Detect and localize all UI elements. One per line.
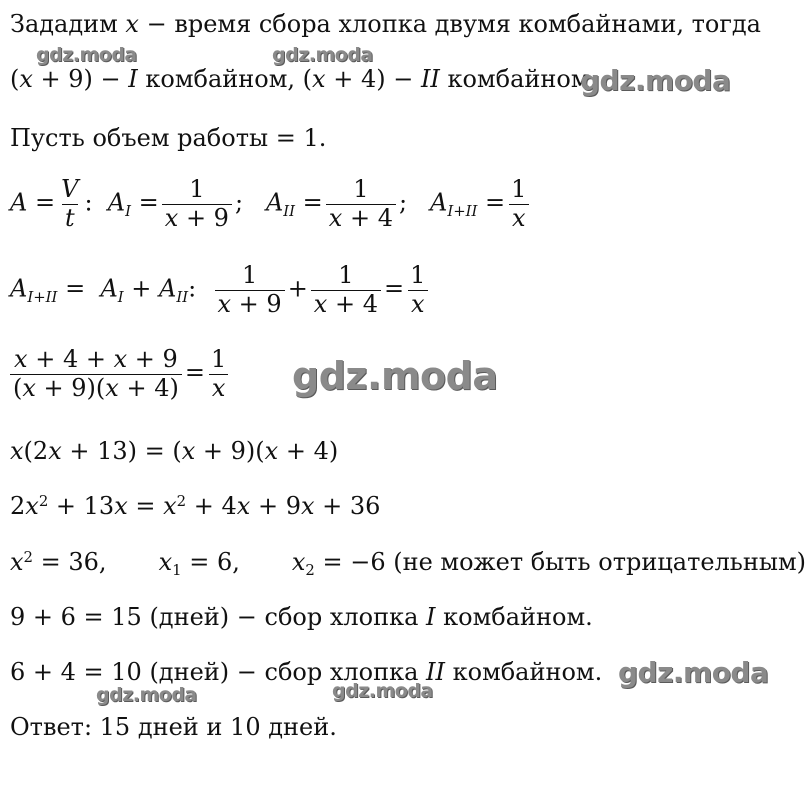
watermark-logo: gdz.moda xyxy=(332,680,433,702)
answer-2-tail: комбайном. xyxy=(444,658,603,686)
watermark-logo: gdz.moda xyxy=(36,44,137,66)
roots-line: $x^2 = 36$, $x_1 = 6$, $x_2 = -6$ (не может быть отрицательным) xyxy=(10,547,807,580)
watermark-logo: gdz.moda xyxy=(272,44,373,66)
intro-text-start: Зададим xyxy=(10,10,126,38)
negative-note: (не может быть отрицательным) xyxy=(393,548,807,576)
intro-line-1: Зададим x − время сбора хлопка двумя комбайнами, тогда xyxy=(10,10,761,38)
fraction-a1: $\frac{1}{x + 9}$ xyxy=(162,176,232,232)
answer-1-tail: комбайном. xyxy=(435,603,593,631)
final-answer: Ответ: 15 дней и 10 дней. xyxy=(10,713,337,741)
watermark-logo: gdz.moda xyxy=(292,354,498,398)
watermark-logo: gdz.moda xyxy=(580,64,731,97)
combined-fraction-equation: $\frac{x + 4 + x + 9}{(x + 9)(x + 4)}$ = $\frac{1}{x}$ xyxy=(10,346,232,402)
komb-text-2: комбайном. xyxy=(439,65,598,93)
answer-2-text: 6 + 4 = 10 (дней) − сбор хлопка xyxy=(10,658,427,686)
productivity-formulas: A = $\frac{V}{t}$ : $A_I$ = $\frac{1}{x + 9}$ ; $A_{II}$ = $\frac{1}{x + 4}$ ; $A_{I+II}$ = $\frac{1}{x}$ xyxy=(10,176,532,232)
answer-line-2: 6 + 4 = 10 (дней) − сбор хлопка II комбайном. xyxy=(10,658,603,686)
komb-text-1: комбайном, xyxy=(137,65,303,93)
equation-line-4: $2x^2 + 13x = x^2 + 4x + 9x + 36$ xyxy=(10,491,381,520)
fraction-sum-1: $\frac{1}{x + 9}$ xyxy=(215,262,285,318)
fraction-a12: $\frac{1}{x}$ xyxy=(508,176,529,232)
watermark-logo: gdz.moda xyxy=(618,656,769,689)
fraction-a2: $\frac{1}{x + 4}$ xyxy=(326,176,396,232)
work-volume-line: Пусть объем работы = 1. xyxy=(10,124,327,152)
fraction-combined-rhs: $\frac{1}{x}$ xyxy=(208,346,229,402)
intro-text-end: − время сбора хлопка двумя комбайнами, тогда xyxy=(138,10,761,38)
equation-line-3: x(2x + 13) = (x + 9)(x + 4) xyxy=(10,437,339,465)
answer-line-1: 9 + 6 = 15 (дней) − сбор хлопка I комбайном. xyxy=(10,603,593,631)
answer-1-text: 9 + 6 = 15 (дней) − сбор хлопка xyxy=(10,603,427,631)
intro-line-2: (x + 9) − I комбайном, (x + 4) − II комбайном. xyxy=(10,65,598,93)
watermark-logo: gdz.moda xyxy=(96,684,197,706)
fraction-sum-2: $\frac{1}{x + 4}$ xyxy=(311,262,381,318)
fraction-v-t: $\frac{V}{t}$ xyxy=(61,175,79,232)
sum-equation: $A_{I+II} = A_I + A_{II}$: $\frac{1}{x + 9}$ + $\frac{1}{x + 4}$ = $\frac{1}{x}$ xyxy=(10,262,431,318)
fraction-sum-3: $\frac{1}{x}$ xyxy=(407,262,428,318)
fraction-combined: $\frac{x + 4 + x + 9}{(x + 9)(x + 4)}$ xyxy=(10,346,182,402)
